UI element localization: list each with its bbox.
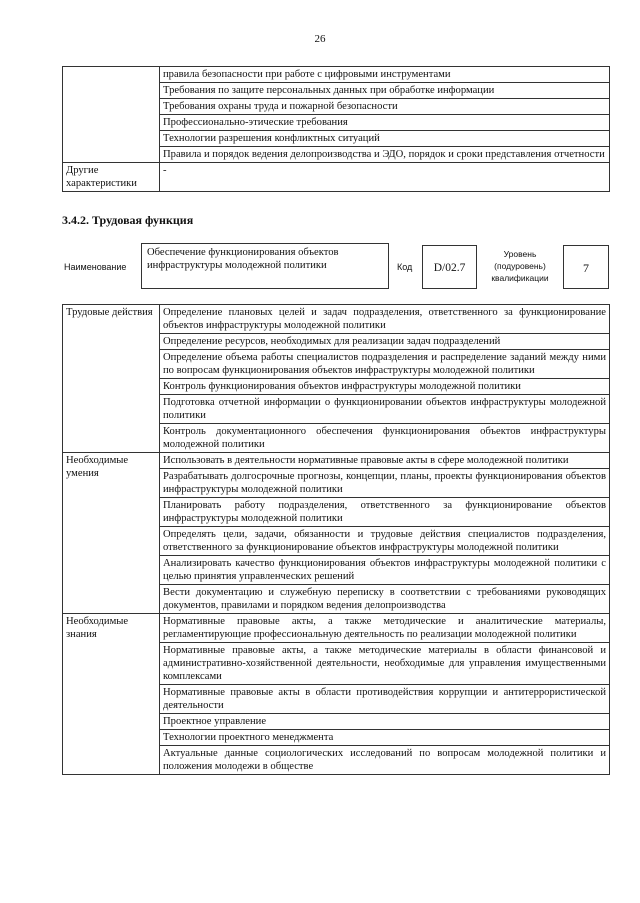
group-label-skills: Необходимые умения — [63, 453, 160, 614]
table-cell: Требования по защите персональных данных при обработке информации — [160, 83, 610, 99]
qualification-level-box: 7 — [563, 245, 609, 289]
table-cell: Правила и порядок ведения делопроизводства и ЭДО, порядок и сроки представления отчетности — [160, 147, 610, 163]
table-cell: Нормативные правовые акты, а также методические и аналитические материалы, регламентирующие профессиональную деятельность по реализации молодежной политики — [160, 614, 610, 643]
table-row — [63, 67, 610, 83]
table-cell: Проектное управление — [160, 714, 610, 730]
table-row — [63, 453, 610, 469]
page-number: 26 — [314, 33, 326, 45]
row-label — [63, 67, 160, 163]
qualification-level-label: Уровень (подуровень) квалификации — [491, 249, 549, 283]
table-cell: Определение объема работы специалистов подразделения и распределение заданий между ними по вопросам функционирования объектов инфраструктуры молодежной политики — [160, 350, 610, 379]
table-cell: Определение ресурсов, необходимых для реализации задач подразделений — [160, 334, 610, 350]
labor-function-table — [62, 304, 610, 775]
table-cell: Анализировать качество функционирования объектов инфраструктуры молодежной политики с целью принятия управленческих решений — [160, 556, 610, 585]
name-label: Наименование — [64, 262, 127, 272]
section-heading: 3.4.2. Трудовая функция — [62, 213, 194, 227]
code-box: D/02.7 — [422, 245, 477, 289]
function-name-box: Обеспечение функционирования объектов инфраструктуры молодежной политики — [141, 243, 389, 289]
table-row — [63, 305, 610, 334]
table-cell: Требования охраны труда и пожарной безопасности — [160, 99, 610, 115]
table-cell: Технологии разрешения конфликтных ситуаций — [160, 131, 610, 147]
top-requirements-table — [62, 66, 610, 192]
table-cell: Определять цели, задачи, обязанности и трудовые действия специалистов подразделения, ответственного за функционирование объектов инфраструктуры молодежной политики — [160, 527, 610, 556]
table-cell: Технологии проектного менеджмента — [160, 730, 610, 746]
table-cell: - — [160, 163, 610, 192]
table-cell: правила безопасности при работе с цифровыми инструментами — [160, 67, 610, 83]
table-row — [63, 163, 610, 192]
row-label-other-characteristics: Другие характеристики — [63, 163, 160, 192]
table-cell: Планировать работу подразделения, ответственного за функционирование объектов инфраструктуры молодежной политики — [160, 498, 610, 527]
table-cell: Использовать в деятельности нормативные правовые акты в сфере молодежной политики — [160, 453, 610, 469]
table-cell: Определение плановых целей и задач подразделения, ответственного за функционирование объектов инфраструктуры молодежной политики — [160, 305, 610, 334]
table-row — [63, 614, 610, 643]
table-cell: Вести документацию и служебную переписку в соответствии с требованиями руководящих документов, правилами и порядком ведения делопроизводства — [160, 585, 610, 614]
table-cell: Профессионально-этические требования — [160, 115, 610, 131]
table-cell: Разрабатывать долгосрочные прогнозы, концепции, планы, проекты функционирования объектов инфраструктуры молодежной политики — [160, 469, 610, 498]
table-cell: Актуальные данные социологических исследований по вопросам молодежной политики и положения молодежи в обществе — [160, 746, 610, 775]
group-label-labor-actions: Трудовые действия — [63, 305, 160, 453]
table-cell: Подготовка отчетной информации о функционировании объектов инфраструктуры молодежной политики — [160, 395, 610, 424]
group-label-knowledge: Необходимые знания — [63, 614, 160, 775]
table-cell: Контроль функционирования объектов инфраструктуры молодежной политики — [160, 379, 610, 395]
code-label: Код — [397, 262, 413, 272]
table-cell: Нормативные правовые акты в области противодействия коррупции и антитеррористической деятельности — [160, 685, 610, 714]
table-cell: Контроль документационного обеспечения функционирования объектов инфраструктуры молодежной политики — [160, 424, 610, 453]
table-cell: Нормативные правовые акты, а также методические материалы в области финансовой и административно-хозяйственной деятельности, необходимые для управления имущественными комплексами — [160, 643, 610, 685]
